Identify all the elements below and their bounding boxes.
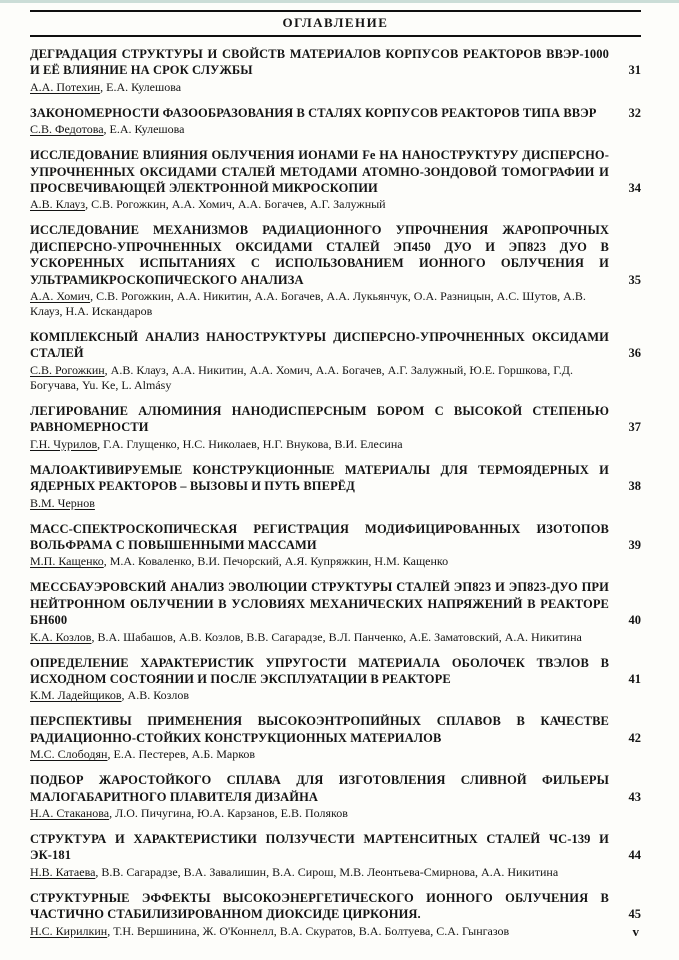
entry-first-author: В.М. Чернов — [30, 495, 95, 510]
entry-page-number: 43 — [628, 789, 641, 804]
entry-page-number: 45 — [628, 907, 641, 922]
toc-entry — [30, 579, 641, 644]
entry-title: МЕССБАУЭРОВСКИЙ АНАЛИЗ ЭВОЛЮЦИИ СТРУКТУРЫ СТАЛЕЙ ЭП823 И ЭП823-ДУО ПРИ НЕЙТРОННОМ ОБЛУЧЕНИИ В УСЛОВИЯХ МЕХАНИЧЕСКИХ НАПРЯЖЕНИЙ В РЕАКТОРЕ БН600 — [30, 580, 609, 628]
entry-first-author: А.А. Потехин — [30, 79, 101, 94]
entry-authors — [30, 80, 641, 95]
entry-title: ЗАКОНОМЕРНОСТИ ФАЗООБРАЗОВАНИЯ В СТАЛЯХ КОРПУСОВ РЕАКТОРОВ ТИПА ВВЭР — [30, 105, 597, 120]
toc-entry — [30, 329, 641, 393]
entry-first-author: А.А. Хомич — [30, 289, 91, 304]
entry-page-number: 39 — [628, 537, 641, 552]
entry-title: КОМПЛЕКСНЫЙ АНАЛИЗ НАНОСТРУКТУРЫ ДИСПЕРСНО-УПРОЧНЕННЫХ ОКСИДАМИ СТАЛЕЙ — [30, 330, 609, 361]
entry-authors — [30, 865, 641, 880]
entry-title: МАЛОАКТИВИРУЕМЫЕ КОНСТРУКЦИОННЫЕ МАТЕРИАЛЫ ДЛЯ ТЕРМОЯДЕРНЫХ И ЯДЕРНЫХ РЕАКТОРОВ – ВЫЗОВЫ И ПУТЬ ВПЕРЁД — [30, 462, 609, 494]
entry-authors — [30, 437, 641, 452]
toc-entry — [30, 147, 641, 212]
entry-first-author: С.В. Федотова — [30, 122, 104, 137]
entry-authors — [30, 924, 641, 939]
toc-header — [30, 10, 641, 37]
entry-first-author: К.М. Ладейщиков — [30, 688, 122, 703]
entry-title: ПОДБОР ЖАРОСТОЙКОГО СПЛАВА ДЛЯ ИЗГОТОВЛЕНИЯ СЛИВНОЙ ФИЛЬЕРЫ МАЛОГАБАРИТНОГО ПЛАВИТЕЛЯ ДИЗАЙНА — [30, 773, 609, 804]
entry-first-author: М.С. Слободян — [30, 747, 108, 762]
entry-authors — [30, 197, 641, 212]
entry-coauthors: , В.В. Сагарадзе, В.А. Завалишин, В.А. Сирош, М.В. Леонтьева-Смирнова, А.А. Никитина — [95, 864, 559, 879]
entry-first-author: Г.Н. Чурилов — [30, 436, 98, 451]
page-title: ОГЛАВЛЕНИЕ — [282, 15, 389, 30]
entry-page-number: 34 — [628, 181, 641, 196]
toc-entry — [30, 521, 641, 570]
entry-page-number: 37 — [628, 420, 641, 435]
entry-first-author: Н.А. Стаканова — [30, 805, 110, 820]
entry-authors — [30, 496, 641, 511]
toc-entry — [30, 772, 641, 821]
entry-page-number: 38 — [628, 479, 641, 494]
toc-entry — [30, 655, 641, 704]
entry-title: СТРУКТУРНЫЕ ЭФФЕКТЫ ВЫСОКОЭНЕРГЕТИЧЕСКОГО ИОННОГО ОБЛУЧЕНИЯ В ЧАСТИЧНО СТАБИЛИЗИРОВАННОМ ДИОКСИДЕ ЦИРКОНИЯ. — [30, 890, 609, 922]
entry-authors — [30, 363, 641, 393]
entry-first-author: М.П. Кащенко — [30, 554, 104, 569]
entry-coauthors: , Е.А. Пестерев, А.Б. Марков — [107, 747, 256, 762]
entry-title: ДЕГРАДАЦИЯ СТРУКТУРЫ И СВОЙСТВ МАТЕРИАЛОВ КОРПУСОВ РЕАКТОРОВ ВВЭР-1000 И ЕЁ ВЛИЯНИЕ НА СРОК СЛУЖБЫ — [30, 47, 609, 78]
entry-first-author: С.В. Рогожкин — [30, 362, 105, 377]
entry-title: ПЕРСПЕКТИВЫ ПРИМЕНЕНИЯ ВЫСОКОЭНТРОПИЙНЫХ СПЛАВОВ В КАЧЕСТВЕ РАДИАЦИОННО-СТОЙКИХ КОНСТРУКЦИОННЫХ МАТЕРИАЛОВ — [30, 714, 609, 745]
entry-coauthors: , Е.А. Кулешова — [100, 79, 182, 94]
entry-authors — [30, 806, 641, 821]
toc-entry — [30, 713, 641, 762]
entry-page-number: 31 — [628, 63, 641, 78]
toc-entry — [30, 403, 641, 452]
folio-page-number: v — [632, 924, 639, 939]
entry-authors — [30, 630, 641, 645]
entry-title: ИССЛЕДОВАНИЕ ВЛИЯНИЯ ОБЛУЧЕНИЯ ИОНАМИ Fe НА НАНОСТРУКТУРУ ДИСПЕРСНО-УПРОЧНЕННЫХ ОКСИДАМИ СТАЛЕЙ МЕТОДАМИ АТОМНО-ЗОНДОВОЙ ТОМОГРАФИИ И ПРОСВЕЧИВАЮЩЕЙ ЭЛЕКТРОННОЙ МИКРОСКОПИИ — [30, 148, 609, 196]
entry-authors — [30, 688, 641, 703]
entry-coauthors: , А.В. Клауз, А.А. Никитин, А.А. Хомич, А.А. Богачев, А.Г. Залужный, Ю.Е. Горшкова, Г.Д. Богучава, Yu. Ke, L. Almásy — [30, 362, 573, 392]
entry-title: ОПРЕДЕЛЕНИЕ ХАРАКТЕРИСТИК УПРУГОСТИ МАТЕРИАЛА ОБОЛОЧЕК ТВЭЛОВ В ИСХОДНОМ СОСТОЯНИИ И ПОСЛЕ ЭКСПЛУАТАЦИИ В РЕАКТОРЕ — [30, 655, 609, 686]
entry-page-number: 36 — [628, 346, 641, 361]
entry-first-author: А.В. Клауз — [30, 197, 86, 212]
entry-page-number: 32 — [628, 105, 641, 120]
entry-authors — [30, 122, 641, 137]
scan-artifact-edge — [0, 0, 679, 3]
entry-title: СТРУКТУРА И ХАРАКТЕРИСТИКИ ПОЛЗУЧЕСТИ МАРТЕНСИТНЫХ СТАЛЕЙ ЧС-139 И ЭК-181 — [30, 831, 609, 863]
entry-title: ИССЛЕДОВАНИЕ МЕХАНИЗМОВ РАДИАЦИОННОГО УПРОЧНЕНИЯ ЖАРОПРОЧНЫХ ДИСПЕРСНО-УПРОЧНЕННЫХ ОКСИДАМИ СТАЛЕЙ ЭП450 ДУО И ЭП823 ДУО В УСКОРЕННЫХ ИСПЫТАНИЯХ С ИСПОЛЬЗОВАНИЕМ ИОННОГО ОБЛУЧЕНИЯ И УЛЬТРАМИКРОСКОПИЧЕСКОГО АНАЛИЗА — [30, 223, 609, 287]
entry-authors — [30, 289, 641, 319]
entry-coauthors: , А.В. Козлов — [121, 688, 190, 703]
entry-page-number: 42 — [628, 730, 641, 745]
entry-coauthors: , Е.А. Кулешова — [103, 122, 185, 137]
entry-first-author: К.А. Козлов — [30, 629, 92, 644]
entry-coauthors: , Г.А. Глущенко, Н.С. Николаев, Н.Г. Внукова, В.И. Елесина — [97, 436, 403, 451]
entry-page-number: 40 — [628, 613, 641, 628]
entry-first-author: Н.В. Катаева — [30, 864, 96, 879]
entry-title: МАСС-СПЕКТРОСКОПИЧЕСКАЯ РЕГИСТРАЦИЯ МОДИФИЦИРОВАННЫХ ИЗОТОПОВ ВОЛЬФРАМА С ПОВЫШЕННЫМИ МАССАМИ — [30, 521, 609, 552]
entry-coauthors: , Л.О. Пичугина, Ю.А. Карзанов, Е.В. Поляков — [109, 805, 348, 820]
toc-entry — [30, 831, 641, 880]
entry-authors — [30, 747, 641, 762]
entry-authors — [30, 554, 641, 569]
toc-list — [30, 46, 641, 939]
toc-entry — [30, 46, 641, 95]
toc-entry — [30, 890, 641, 939]
toc-entry — [30, 222, 641, 319]
entry-coauthors: , В.А. Шабашов, А.В. Козлов, В.В. Сагарадзе, В.Л. Панченко, А.Е. Заматовский, А.А. Никитина — [91, 629, 582, 644]
entry-title: ЛЕГИРОВАНИЕ АЛЮМИНИЯ НАНОДИСПЕРСНЫМ БОРОМ С ВЫСОКОЙ СТЕПЕНЬЮ РАВНОМЕРНОСТИ — [30, 403, 609, 435]
entry-coauthors: , С.В. Рогожкин, А.А. Хомич, А.А. Богачев, А.Г. Залужный — [85, 197, 386, 212]
entry-coauthors: , Т.Н. Вершинина, Ж. О'Коннелл, В.А. Скуратов, В.А. Болтуева, С.А. Гынгазов — [107, 923, 510, 938]
entry-page-number: 44 — [628, 848, 641, 863]
entry-coauthors: , С.В. Рогожкин, А.А. Никитин, А.А. Богачев, А.А. Лукьянчук, О.А. Разницын, А.С. Шутов, А.В. Клауз, Н.А. Искандаров — [30, 289, 586, 319]
entry-page-number: 35 — [628, 272, 641, 287]
entry-coauthors: , М.А. Коваленко, В.И. Печорский, А.Я. Купряжкин, Н.М. Кащенко — [103, 554, 449, 569]
toc-entry — [30, 105, 641, 137]
toc-entry — [30, 462, 641, 511]
entry-first-author: Н.С. Кирилкин — [30, 923, 108, 938]
entry-page-number: 41 — [628, 671, 641, 686]
